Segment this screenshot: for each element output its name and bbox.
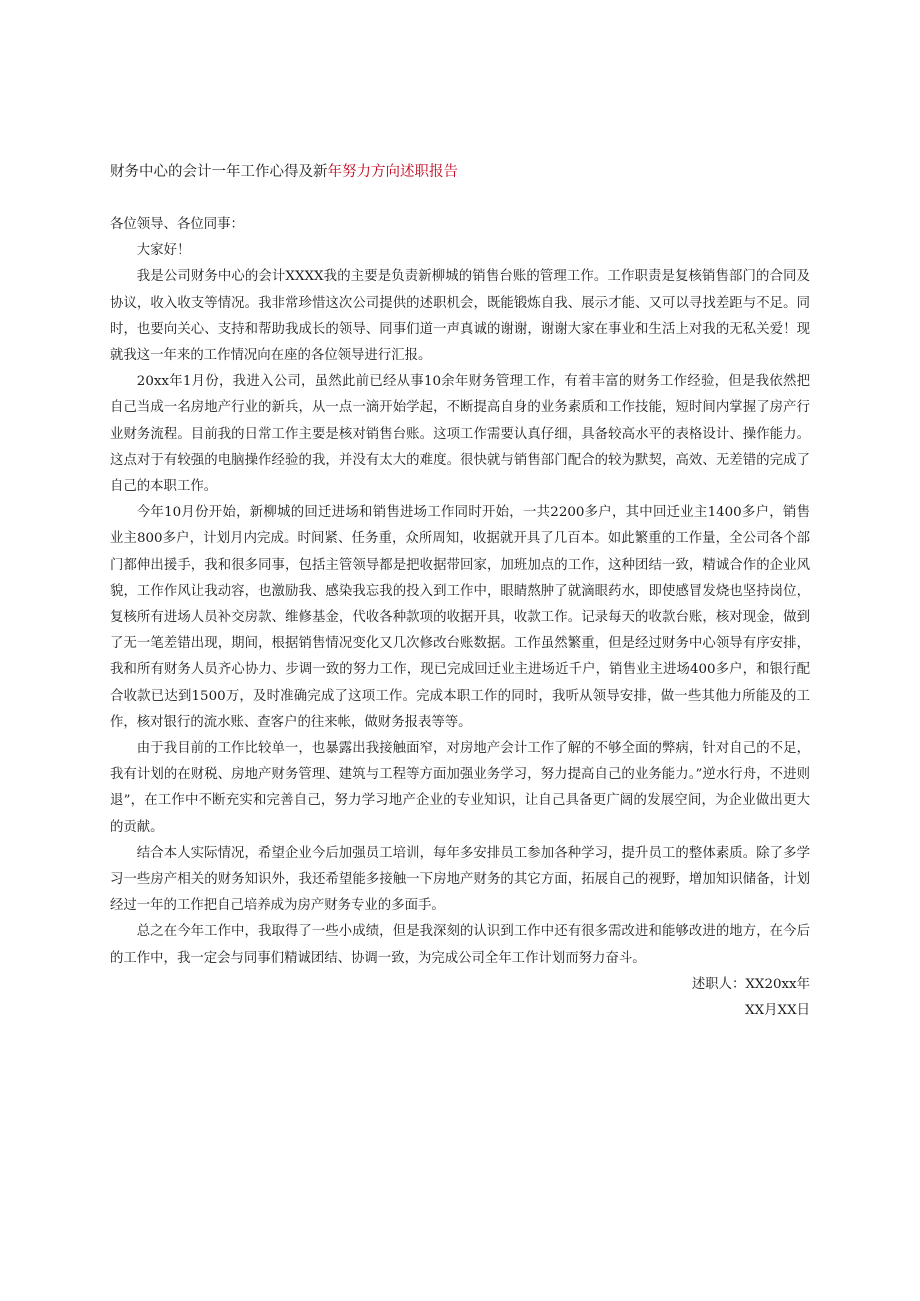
body-paragraph: 结合本人实际情况，希望企业今后加强员工培训，每年多安排员工参加各种学习，提升员工的整体素质。除了多学习一些房产相关的财务知识外，我还希望能多接触一下房地产财务的其它方面，拓展自己的视野，增加知识储备，计划经过一年的工作把自己培养成为房产财务专业的多面手。 [110,845,810,914]
body-paragraph: 今年10月份开始，新柳城的回迁进场和销售进场工作同时开始，一共2200多户，其中回迁业主1400多户，销售业主800多户，计划月内完成。时间紧、任务重，众所周知，收据就开具了几百本。如此繁重的工作量，全公司各个部门都伸出援手，我和很多同事，包括主管领导都是把收据带回家，加班加点的工作，这种团结一致，精诚合作的企业风貌，工作作风让我动容，也激励我、感染我忘我的投入到工作中，眼睛熬肿了就滴眼药水，即使感冒发烧也坚持岗位，复核所有进场人员补交房款、维修基金，代收各种款项的收据开具，收款工作。记录每天的收款台账，核对现金，做到了无一笔差错出现，期间，根据销售情况变化又几次修改台账数据。工作虽然繁重，但是经过财务中心领导有序安排，我和所有财务人员齐心协力、步调一致的努力工作，现已完成回迁业主进场近千户，销售业主进场400多户，和银行配合收款已达到1500万，及时准确完成了这项工作。完成本职工作的同时，我听从领导安排，做一些其他力所能及的工作，核对银行的流水账、查客户的往来帐，做财务报表等等。 [110,505,810,730]
greeting: 大家好！ [136,243,191,259]
body-paragraph: 由于我目前的工作比较单一，也暴露出我接触面窄，对房地产会计工作了解的不够全面的弊病，针对自己的不足，我有计划的在财税、房地产财务管理、建筑与工程等方面加强业务学习，努力提高自己的业务能力。”逆水行舟，不进则退”，在工作中不断充实和完善自己，努力学习地产企业的专业知识，让自己具备更广阔的发展空间，为企业做出更大的贡献。 [110,741,810,835]
title-prefix: 财务中心的会计一年工作心得及新 [110,164,328,180]
body-paragraph: 总之在今年工作中，我取得了一些小成绩，但是我深刻的认识到工作中还有很多需改进和能够改进的地方，在今后的工作中，我一定会与同事们精诚团结、协调一致，为完成公司全年工作计划而努力奋斗。 [110,924,810,966]
title-suffix: 年努力方向述职报告 [327,164,458,180]
body-paragraph: 我是公司财务中心的会计XXXX我的主要是负责新柳城的销售台账的管理工作。工作职责是复核销售部门的合同及协议，收入收支等情况。我非常珍惜这次公司提供的述职机会，既能锻炼自我、展示才能、又可以寻找差距与不足。同时，也要向关心、支持和帮助我成长的领导、同事们道一声真诚的谢谢，谢谢大家在事业和生活上对我的无私关爱！现就我这一年来的工作情况向在座的各位领导进行汇报。 [110,269,810,364]
date-line: XX月XX日 [745,1003,810,1019]
document-title [110,162,458,182]
body-paragraph: 20xx年1月份，我进入公司，虽然此前已经从事10余年财务管理工作，有着丰富的财务工作经验，但是我依然把自己当成一名房地产行业的新兵，从一点一滴开始学起，不断提高自身的业务素质和工作技能，短时间内掌握了房产行业财务流程。目前我的日常工作主要是核对销售台账。这项工作需要认真仔细，具备较高水平的表格设计、操作能力。这点对于有较强的电脑操作经验的我，并没有太大的难度。很快就与销售部门配合的较为默契，高效、无差错的完成了自己的本职工作。 [110,374,810,495]
signature-line: 述职人：XX20xx年 [691,976,810,992]
salutation: 各位领导、各位同事： [110,217,244,232]
document-body [110,212,810,1024]
